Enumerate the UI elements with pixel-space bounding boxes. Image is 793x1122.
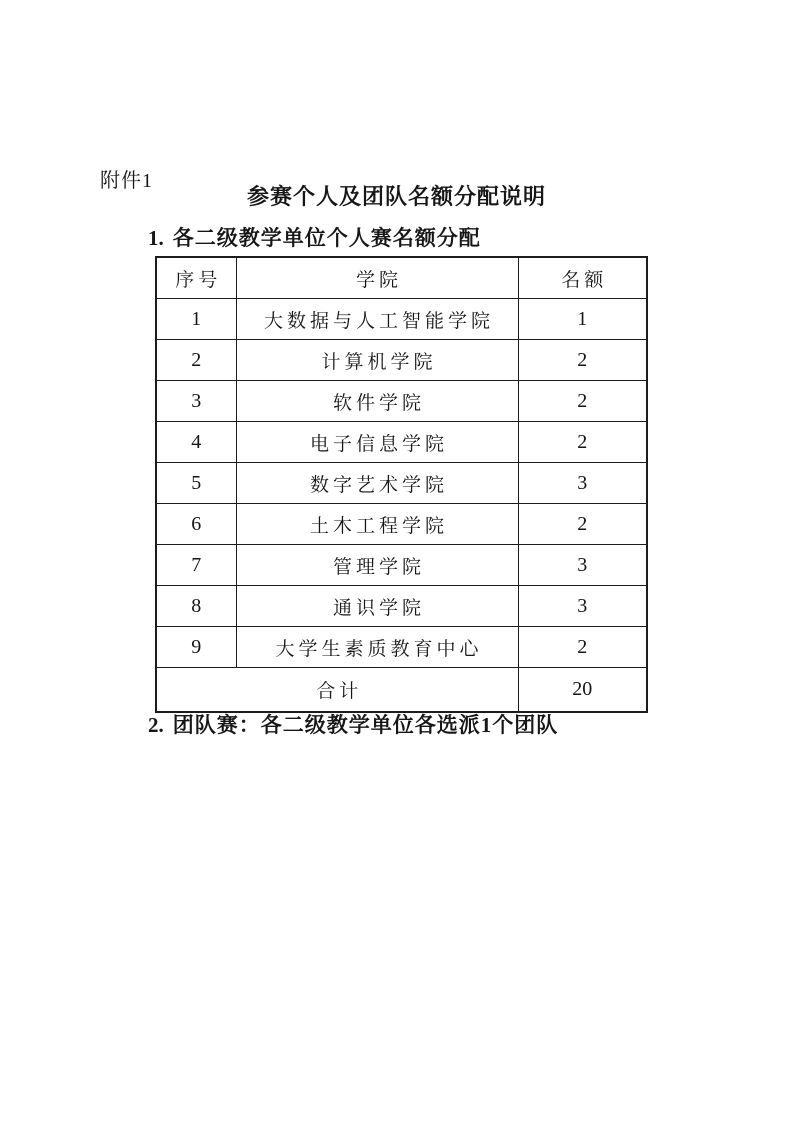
index-cell: 6 (156, 504, 236, 545)
quota-cell: 2 (518, 340, 647, 381)
table-row (156, 463, 647, 504)
quota-cell: 2 (518, 504, 647, 545)
header-index: 序号 (156, 257, 236, 299)
quota-cell: 3 (518, 545, 647, 586)
table-row (156, 627, 647, 668)
header-college: 学院 (236, 257, 518, 299)
total-value-cell: 20 (518, 668, 647, 713)
college-cell: 土木工程学院 (236, 504, 518, 545)
college-cell: 计算机学院 (236, 340, 518, 381)
college-cell: 电子信息学院 (236, 422, 518, 463)
header-quota: 名额 (518, 257, 647, 299)
index-cell: 1 (156, 299, 236, 340)
total-row (156, 668, 647, 713)
table-row (156, 504, 647, 545)
college-cell: 管理学院 (236, 545, 518, 586)
table-header-row (156, 257, 647, 299)
quota-cell: 2 (518, 422, 647, 463)
college-cell: 大学生素质教育中心 (236, 627, 518, 668)
college-cell: 通识学院 (236, 586, 518, 627)
quota-cell: 3 (518, 463, 647, 504)
quota-table (155, 256, 648, 713)
quota-cell: 1 (518, 299, 647, 340)
section-1-text: 各二级教学单位个人赛名额分配 (172, 226, 481, 250)
index-cell: 2 (156, 340, 236, 381)
college-cell: 数字艺术学院 (236, 463, 518, 504)
index-cell: 7 (156, 545, 236, 586)
page-title: 参赛个人及团队名额分配说明 (246, 184, 546, 209)
table-row (156, 422, 647, 463)
index-cell: 4 (156, 422, 236, 463)
college-cell: 软件学院 (236, 381, 518, 422)
section-1-heading (148, 225, 481, 252)
section-2-text: 团队赛：各二级教学单位各选派1个团队 (172, 713, 559, 737)
section-1-number: 1. (148, 226, 164, 250)
index-cell: 9 (156, 627, 236, 668)
table-row (156, 586, 647, 627)
attachment-label: 附件1 (100, 170, 153, 192)
table-row (156, 381, 647, 422)
table-row (156, 340, 647, 381)
index-cell: 3 (156, 381, 236, 422)
table-row (156, 299, 647, 340)
index-cell: 5 (156, 463, 236, 504)
section-2-heading (148, 712, 558, 739)
quota-cell: 3 (518, 586, 647, 627)
total-label-cell: 合计 (156, 668, 518, 713)
section-2-number: 2. (148, 713, 164, 737)
table-row (156, 545, 647, 586)
college-cell: 大数据与人工智能学院 (236, 299, 518, 340)
index-cell: 8 (156, 586, 236, 627)
quota-cell: 2 (518, 627, 647, 668)
quota-cell: 2 (518, 381, 647, 422)
